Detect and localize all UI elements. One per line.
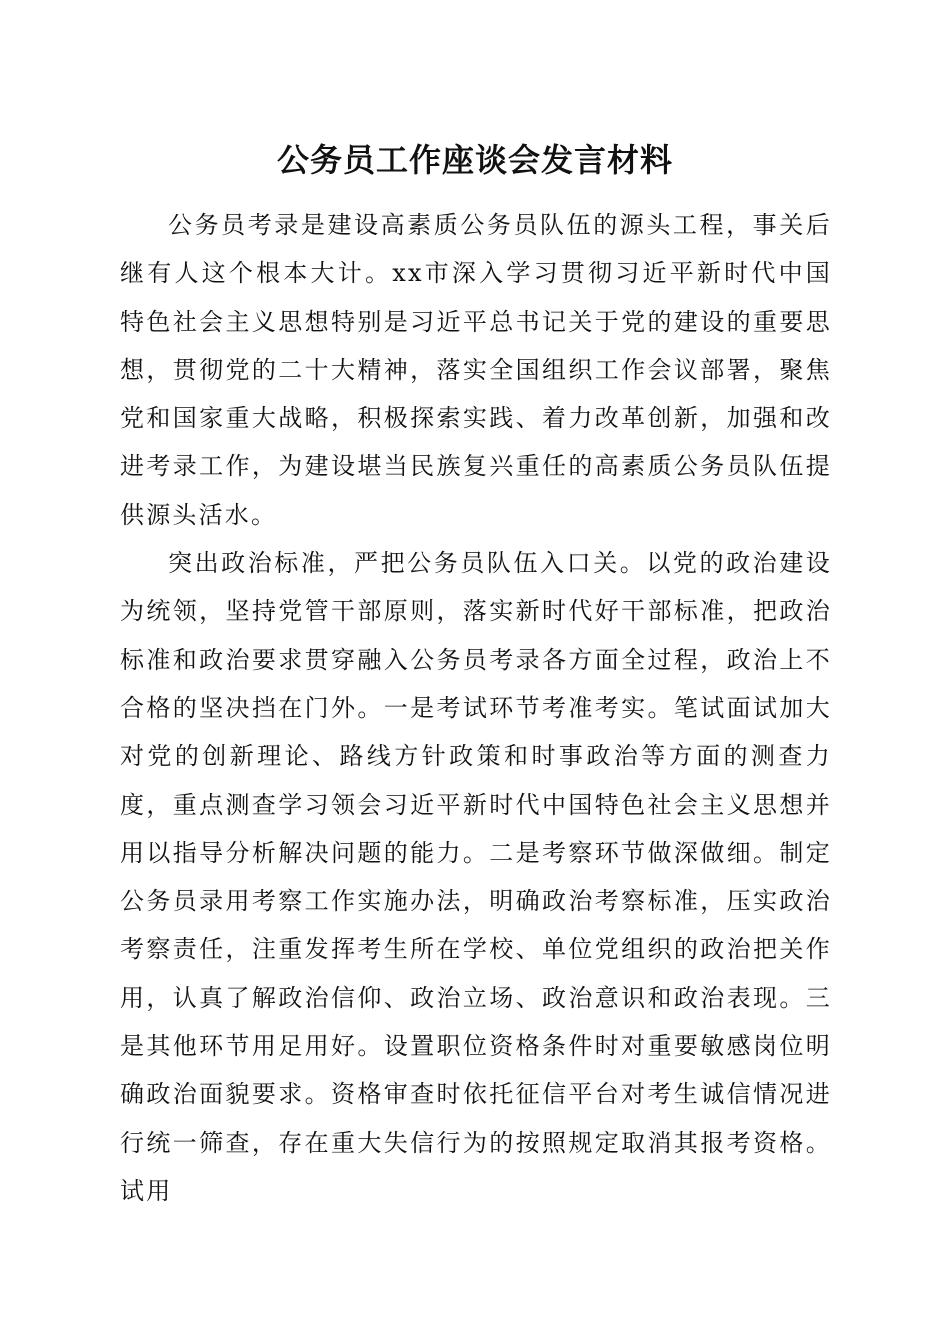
document-title: 公务员工作座谈会发言材料 [276, 141, 673, 179]
document-body [120, 201, 832, 1215]
paragraph-intro: 公务员考录是建设高素质公务员队伍的源头工程，事关后继有人这个根本大计。xx市深入学习贯彻习近平新时代中国特色社会主义思想特别是习近平总书记关于党的建设的重要思想，贯彻党的二十大精神，落实全国组织工作会议部署，聚焦党和国家重大战略，积极探索实践、着力改革创新，加强和改进考录工作，为建设堪当民族复兴重任的高素质公务员队伍提供源头活水。 [120, 211, 832, 529]
paragraph-political-standard: 突出政治标准，严把公务员队伍入口关。以党的政治建设为统领，坚持党管干部原则，落实新时代好干部标准，把政治标准和政治要求贯穿融入公务员考录各方面全过程，政治上不合格的坚决挡在门外。一是考试环节考准考实。笔试面试加大对党的创新理论、路线方针政策和时事政治等方面的测查力度，重点测查学习领会习近平新时代中国特色社会主义思想并用以指导分析解决问题的能力。二是考察环节做深做细。制定公务员录用考察工作实施办法，明确政治考察标准，压实政治考察责任，注重发挥考生所在学校、单位党组织的政治把关作用，认真了解政治信仰、政治立场、政治意识和政治表现。三是其他环节用足用好。设置职位资格条件时对重要敏感岗位明确政治面貌要求。资格审查时依托征信平台对考生诚信情况进行统一筛查，存在重大失信行为的按照规定取消其报考资格。试用 [120, 549, 832, 1205]
